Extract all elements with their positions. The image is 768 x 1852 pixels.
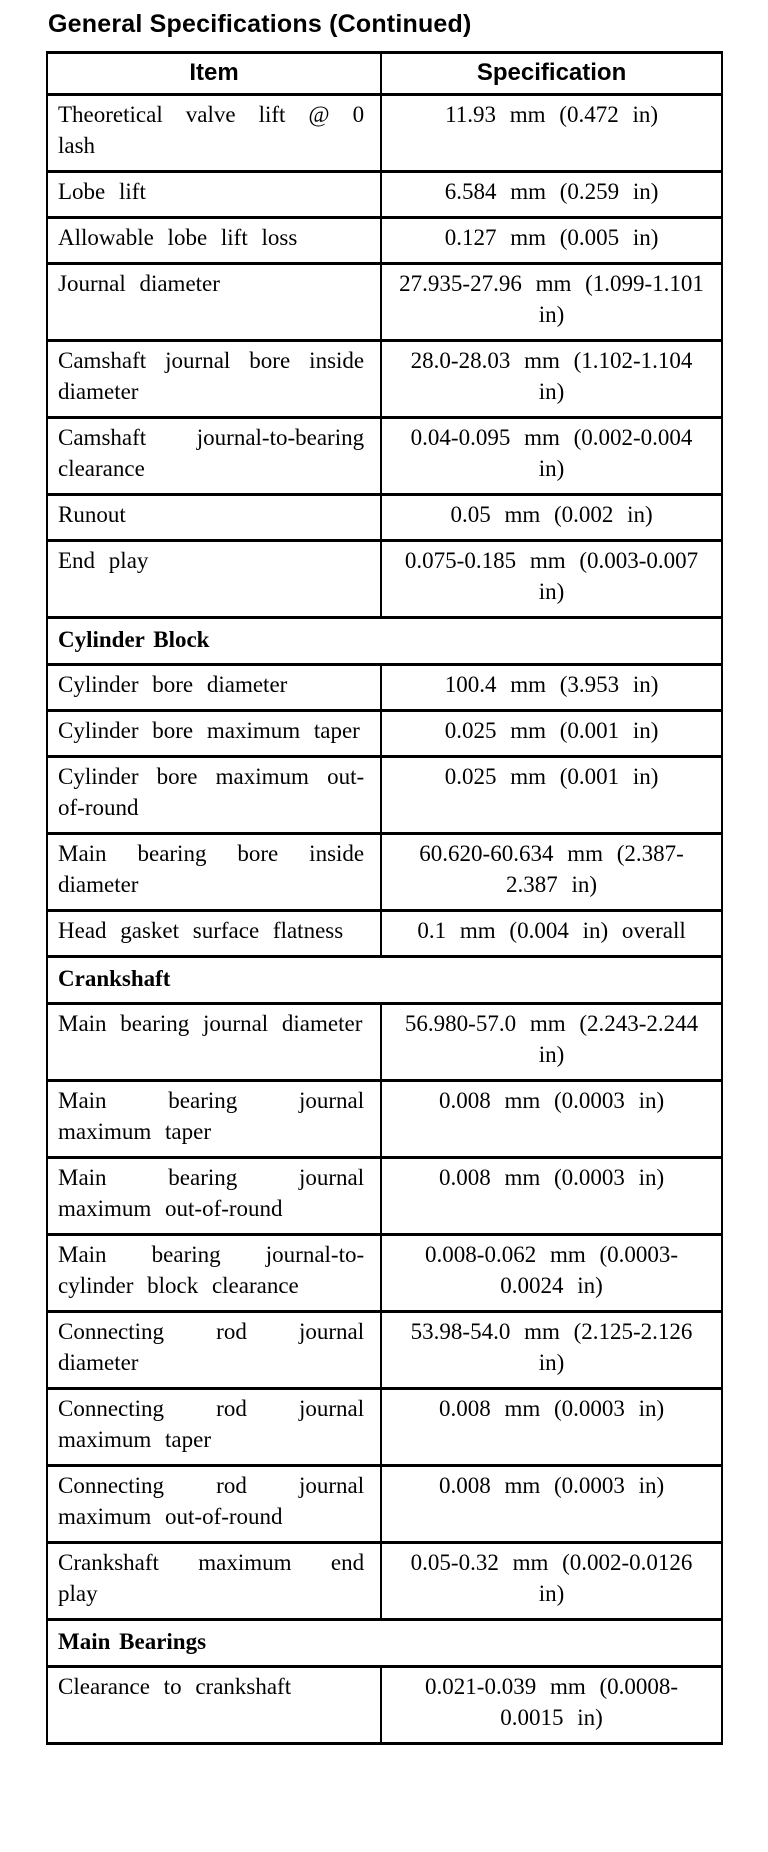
item-cell: Theoretical valve lift @ 0 lash: [47, 95, 381, 172]
table-row: [47, 1543, 722, 1620]
table-row: [47, 218, 722, 264]
table-row: [47, 264, 722, 341]
item-cell: Cylinder bore maximum taper: [47, 711, 381, 757]
table-row: [47, 711, 722, 757]
table-row: [47, 95, 722, 172]
spec-cell: 6.584 mm (0.259 in): [381, 172, 722, 218]
table-row: [47, 911, 722, 957]
table-row: [47, 541, 722, 618]
table-row: [47, 665, 722, 711]
table-row: [47, 1081, 722, 1158]
spec-table-body: [47, 95, 722, 1744]
table-row: [47, 1667, 722, 1744]
table-row: [47, 1466, 722, 1543]
item-cell: Main bearing bore inside diameter: [47, 834, 381, 911]
item-cell: Runout: [47, 495, 381, 541]
spec-cell: 0.008 mm (0.0003 in): [381, 1389, 722, 1466]
item-cell: Main bearing journal maximum taper: [47, 1081, 381, 1158]
item-cell: Clearance to crankshaft: [47, 1667, 381, 1744]
item-cell: End play: [47, 541, 381, 618]
spec-cell: 53.98-54.0 mm (2.125-2.126 in): [381, 1312, 722, 1389]
spec-cell: 100.4 mm (3.953 in): [381, 665, 722, 711]
table-row: [47, 1004, 722, 1081]
table-row: [47, 1158, 722, 1235]
item-cell: Camshaft journal-to-bearing clearance: [47, 418, 381, 495]
item-cell: Allowable lobe lift loss: [47, 218, 381, 264]
spec-cell: 0.05-0.32 mm (0.002-0.0126 in): [381, 1543, 722, 1620]
section-header-label: Crankshaft: [47, 957, 722, 1004]
spec-cell: 0.008-0.062 mm (0.0003-0.0024 in): [381, 1235, 722, 1312]
spec-cell: 28.0-28.03 mm (1.102-1.104 in): [381, 341, 722, 418]
spec-cell: 0.021-0.039 mm (0.0008-0.0015 in): [381, 1667, 722, 1744]
item-cell: Cylinder bore maximum out-of-round: [47, 757, 381, 834]
spec-cell: 56.980-57.0 mm (2.243-2.244 in): [381, 1004, 722, 1081]
table-row: [47, 1312, 722, 1389]
section-header-row: [47, 1620, 722, 1667]
table-row: [47, 757, 722, 834]
section-header-label: Cylinder Block: [47, 618, 722, 665]
column-header-item: Item: [47, 53, 381, 95]
spec-cell: 0.1 mm (0.004 in) overall: [381, 911, 722, 957]
page-title: General Specifications (Continued): [48, 10, 472, 38]
item-cell: Connecting rod journal maximum taper: [47, 1389, 381, 1466]
spec-cell: 0.075-0.185 mm (0.003-0.007 in): [381, 541, 722, 618]
item-cell: Crankshaft maximum end play: [47, 1543, 381, 1620]
item-cell: Lobe lift: [47, 172, 381, 218]
column-header-specification: Specification: [381, 53, 722, 95]
item-cell: Journal diameter: [47, 264, 381, 341]
spec-cell: 0.025 mm (0.001 in): [381, 711, 722, 757]
spec-cell: 27.935-27.96 mm (1.099-1.101 in): [381, 264, 722, 341]
table-row: [47, 172, 722, 218]
item-cell: Main bearing journal diameter: [47, 1004, 381, 1081]
spec-table-header-row: [47, 53, 722, 95]
item-cell: Connecting rod journal maximum out-of-round: [47, 1466, 381, 1543]
spec-cell: 0.008 mm (0.0003 in): [381, 1466, 722, 1543]
table-row: [47, 834, 722, 911]
spec-cell: 0.008 mm (0.0003 in): [381, 1081, 722, 1158]
spec-cell: 0.008 mm (0.0003 in): [381, 1158, 722, 1235]
spec-cell: 11.93 mm (0.472 in): [381, 95, 722, 172]
table-row: [47, 341, 722, 418]
spec-cell: 0.127 mm (0.005 in): [381, 218, 722, 264]
table-row: [47, 418, 722, 495]
spec-table: [46, 51, 723, 1745]
item-cell: Cylinder bore diameter: [47, 665, 381, 711]
table-row: [47, 1235, 722, 1312]
item-cell: Main bearing journal-to-cylinder block clearance: [47, 1235, 381, 1312]
spec-cell: 0.05 mm (0.002 in): [381, 495, 722, 541]
table-row: [47, 495, 722, 541]
item-cell: Head gasket surface flatness: [47, 911, 381, 957]
table-row: [47, 1389, 722, 1466]
item-cell: Main bearing journal maximum out-of-round: [47, 1158, 381, 1235]
item-cell: Connecting rod journal diameter: [47, 1312, 381, 1389]
section-header-label: Main Bearings: [47, 1620, 722, 1667]
spec-cell: 0.04-0.095 mm (0.002-0.004 in): [381, 418, 722, 495]
spec-cell: 0.025 mm (0.001 in): [381, 757, 722, 834]
spec-cell: 60.620-60.634 mm (2.387-2.387 in): [381, 834, 722, 911]
section-header-row: [47, 618, 722, 665]
section-header-row: [47, 957, 722, 1004]
item-cell: Camshaft journal bore inside diameter: [47, 341, 381, 418]
